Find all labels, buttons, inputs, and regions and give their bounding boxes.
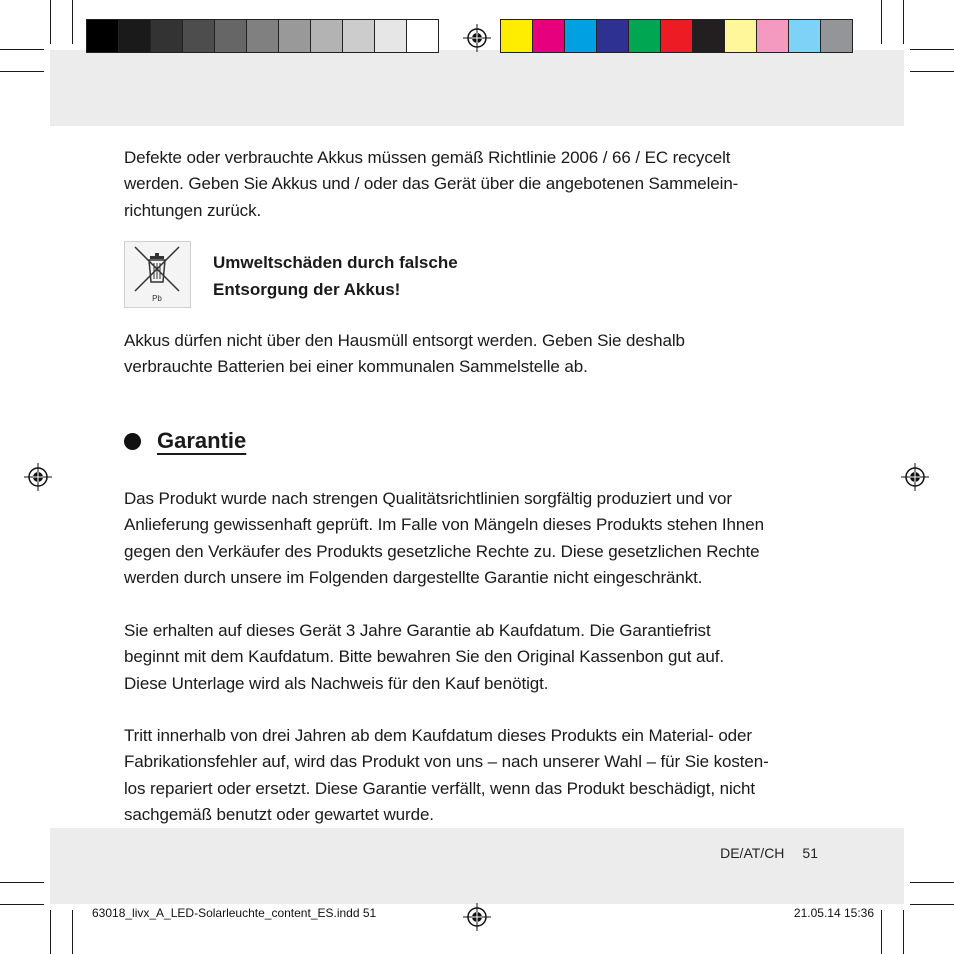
- disposal-paragraph: [124, 328, 844, 381]
- page-footer: [720, 845, 818, 861]
- text-line: richtungen zurück.: [124, 200, 262, 220]
- text-line: Defekte oder verbrauchte Akkus müssen gemäß Richtlinie 2006 / 66 / EC recycelt: [124, 148, 731, 167]
- grayscale-color-bar: [86, 19, 438, 55]
- section-title: Garantie: [157, 428, 247, 453]
- text-line: Fabrikationsfehler auf, wird das Produkt von uns – nach unserer Wahl – für Sie kosten-: [124, 752, 769, 772]
- text-line: Das Produkt wurde nach strengen Qualitätsrichtlinien sorgfältig produziert und vor: [124, 489, 732, 508]
- text-line: Diese Unterlage wird als Nachweis für den Kauf benötigt.: [124, 673, 549, 693]
- color-swatch: [342, 19, 375, 53]
- slug-timestamp: 21.05.14 15:36: [793, 906, 874, 920]
- text-line: gegen den Verkäufer des Produkts gesetzliche Rechte zu. Diese gesetzlichen Rechte: [124, 541, 760, 561]
- color-swatch: [692, 19, 725, 53]
- warranty-paragraph-1: [124, 486, 844, 592]
- color-swatch: [374, 19, 407, 53]
- environment-warning: [213, 249, 458, 303]
- registration-mark-icon: [463, 903, 491, 931]
- color-swatch: [820, 19, 853, 53]
- text-line: verbrauchte Batterien bei einer kommunalen Sammelstelle ab.: [124, 357, 588, 377]
- bullet-icon: [124, 433, 141, 450]
- color-swatch: [278, 19, 311, 53]
- color-swatch: [182, 19, 215, 53]
- slug-filename: 63018_livx_A_LED-Solarleuchte_content_ES.indd 51: [92, 906, 377, 920]
- text-line: werden durch unsere im Folgenden dargestellte Garantie nicht eingeschränkt.: [124, 568, 703, 588]
- color-swatch: [118, 19, 151, 53]
- section-heading: [124, 428, 246, 454]
- color-swatch: [628, 19, 661, 53]
- locale-label: DE/AT/CH: [720, 845, 785, 861]
- registration-mark-icon: [463, 24, 491, 52]
- color-swatch: [788, 19, 821, 53]
- color-swatch: [246, 19, 279, 53]
- color-swatch: [406, 19, 439, 53]
- process-color-bar: [500, 19, 852, 55]
- pb-label: Pb: [152, 294, 162, 303]
- color-swatch: [596, 19, 629, 53]
- color-swatch: [214, 19, 247, 53]
- color-swatch: [660, 19, 693, 53]
- color-swatch: [310, 19, 343, 53]
- crossed-bin-icon: [124, 241, 191, 308]
- header-band: [50, 50, 904, 126]
- text-line: sachgemäß benutzt oder gewartet wurde.: [124, 805, 434, 825]
- color-swatch: [564, 19, 597, 53]
- color-swatch: [150, 19, 183, 53]
- warranty-paragraph-2: [124, 618, 844, 697]
- recycling-paragraph: [124, 145, 844, 224]
- color-swatch: [724, 19, 757, 53]
- text-line: los repariert oder ersetzt. Diese Garantie verfällt, wenn das Produkt beschädigt, nicht: [124, 778, 756, 798]
- warning-line: Umweltschäden durch falsche: [213, 253, 458, 272]
- color-swatch: [500, 19, 533, 53]
- footer-band: [50, 828, 904, 904]
- color-swatch: [532, 19, 565, 53]
- warning-line: Entsorgung der Akkus!: [213, 280, 401, 299]
- warranty-paragraph-3: [124, 723, 844, 829]
- color-swatch: [86, 19, 119, 53]
- page-number: 51: [802, 845, 818, 861]
- text-line: Anlieferung gewissenhaft geprüft. Im Falle von Mängeln dieses Produkts stehen Ihnen: [124, 515, 764, 535]
- registration-mark-icon: [24, 463, 52, 491]
- text-line: Sie erhalten auf dieses Gerät 3 Jahre Garantie ab Kaufdatum. Die Garantiefrist: [124, 621, 711, 640]
- color-swatch: [756, 19, 789, 53]
- text-line: beginnt mit dem Kaufdatum. Bitte bewahren Sie den Original Kassenbon gut auf.: [124, 647, 724, 667]
- registration-mark-icon: [901, 463, 929, 491]
- text-line: Tritt innerhalb von drei Jahren ab dem Kaufdatum dieses Produkts ein Material- oder: [124, 726, 752, 745]
- text-line: werden. Geben Sie Akkus und / oder das Gerät über die angebotenen Sammelein-: [124, 174, 739, 194]
- text-line: Akkus dürfen nicht über den Hausmüll entsorgt werden. Geben Sie deshalb: [124, 331, 685, 350]
